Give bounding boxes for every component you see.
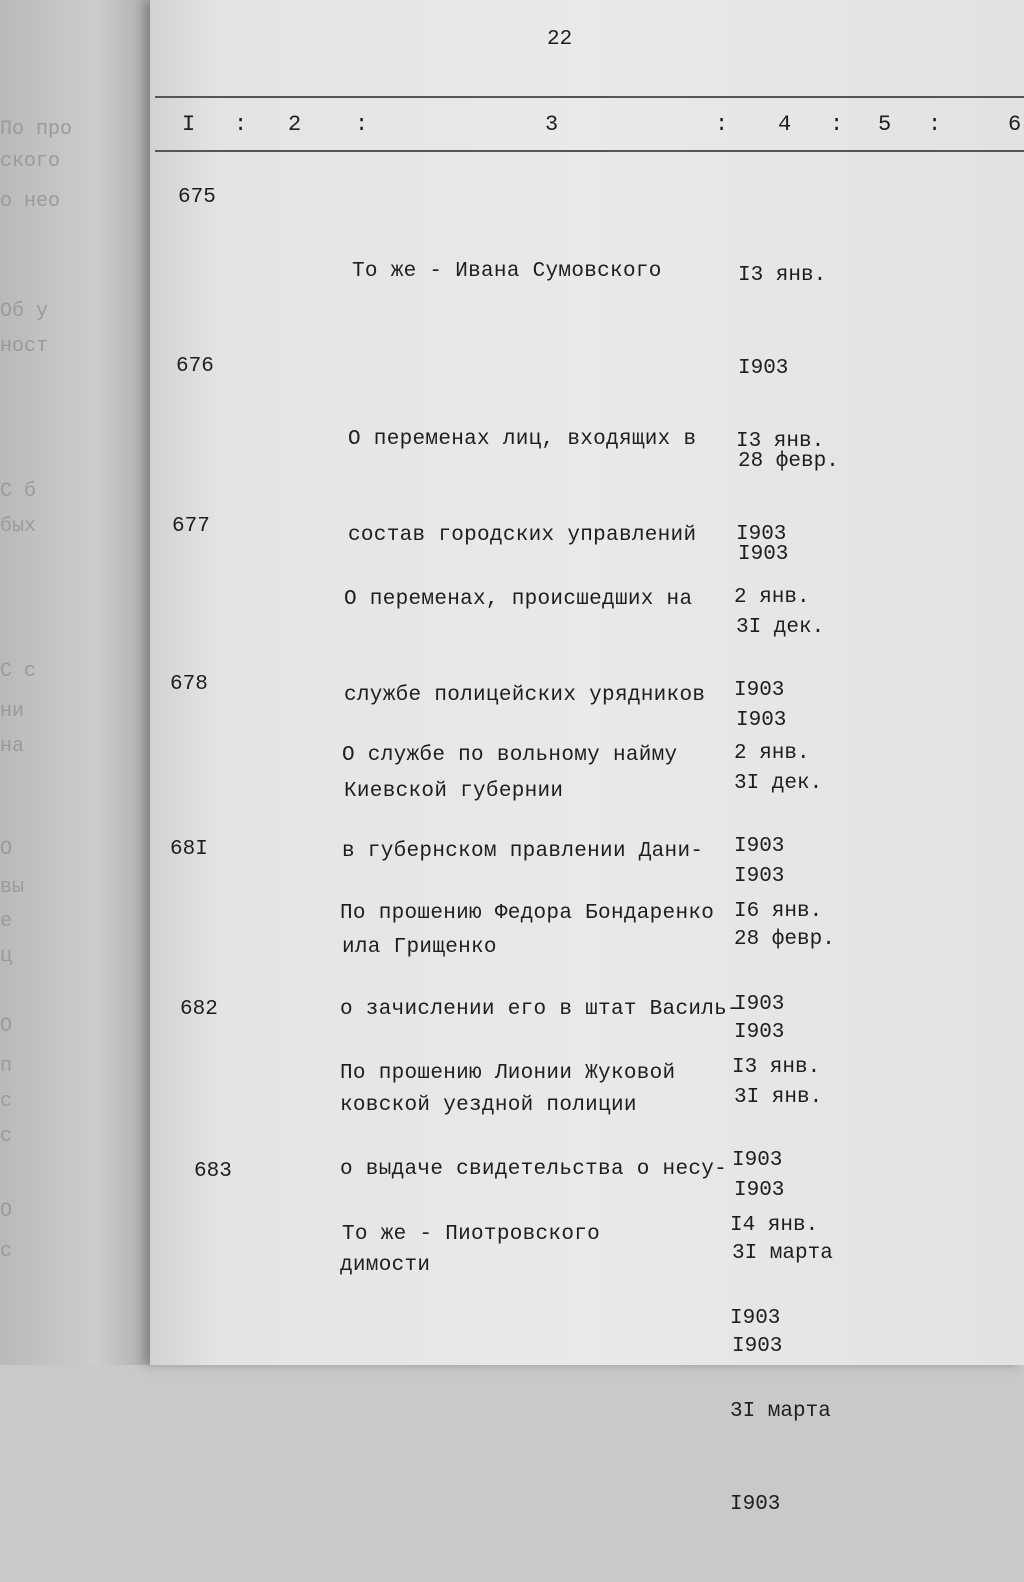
entry-title-line: в губернском правлении Дани- <box>342 840 704 863</box>
entry-date-end: 3I янв. <box>734 1086 823 1109</box>
entry-title-line: о выдаче свидетельства о несу- <box>340 1158 728 1181</box>
entry-title-line: димости <box>340 1254 431 1277</box>
entry-date-end: 3I марта <box>732 1242 833 1265</box>
left-page-fragment: С с <box>0 660 37 683</box>
header-separator: : <box>355 112 369 137</box>
entry-title-line: о зачислении его в штат Василь- <box>340 998 740 1021</box>
left-page-fragment: на <box>0 735 25 758</box>
entry-title-line: По прошению Лионии Жуковой <box>340 1062 676 1085</box>
entry-date-end-year: I903 <box>738 543 789 566</box>
left-page-fragment: О <box>0 1015 13 1038</box>
entry-date-start: I6 янв. <box>734 900 823 923</box>
entry-title-line: Киевской губернии <box>344 780 564 803</box>
entry-date-end: 28 февр. <box>738 450 839 473</box>
entry-date-end: 3I марта <box>730 1400 831 1423</box>
header-separator: : <box>234 112 248 137</box>
entry-date-start-year: I903 <box>738 357 789 380</box>
left-page-fragment: ского <box>0 150 61 173</box>
entry-number: 675 <box>178 186 216 209</box>
left-page-fragment: Об у <box>0 300 49 323</box>
entry-title <box>342 1155 600 1315</box>
left-page-fragment: О <box>0 838 13 861</box>
left-page-fragment: о нео <box>0 190 61 213</box>
entry-title-line: службе полицейских урядников <box>344 684 706 707</box>
entry-date-start-year: I903 <box>736 523 787 546</box>
entry-number: 677 <box>172 515 210 538</box>
left-page-fragment: вы <box>0 876 25 899</box>
entry-date-start-year: I903 <box>732 1149 783 1172</box>
left-page-fragment: ц <box>0 945 13 968</box>
header-col-6: 6 <box>1008 112 1022 137</box>
left-page-fragment: ни <box>0 700 25 723</box>
entry-date-end: 3I дек. <box>734 772 823 795</box>
entry-title-line: ковской уездной полиции <box>340 1094 637 1117</box>
entry-date-start: I3 янв. <box>738 264 827 287</box>
entry-date-start: 2 янв. <box>734 742 810 765</box>
left-page-fragment: с <box>0 1125 13 1148</box>
entry-title-line: То же - Пиотровского <box>342 1223 601 1246</box>
header-separator: : <box>715 112 729 137</box>
entry-number: 683 <box>194 1160 232 1183</box>
entry-number: 676 <box>176 355 214 378</box>
entry-date-end-year: I903 <box>736 709 787 732</box>
left-facing-page <box>0 0 160 1365</box>
entry-date-start: I3 янв. <box>736 430 825 453</box>
left-page-fragment: бых <box>0 515 37 538</box>
entry-title-line: О переменах, происшедших на <box>344 588 693 611</box>
page-number: 22 <box>547 28 573 51</box>
entry-title-line: состав городских управлений <box>348 524 697 547</box>
header-col-2: 2 <box>288 112 302 137</box>
entry-date-start-year: I903 <box>734 993 785 1016</box>
entry-date-start: I3 янв. <box>732 1056 821 1079</box>
left-page-fragment: п <box>0 1055 13 1078</box>
entry-date-start-year: I903 <box>734 835 785 858</box>
entry-date-start-year: I903 <box>734 679 785 702</box>
header-separator: : <box>928 112 942 137</box>
entry-dates <box>730 1148 831 1582</box>
entry-date-end-year: I903 <box>732 1335 783 1358</box>
left-page-fragment: с <box>0 1090 13 1113</box>
left-page-fragment: О <box>0 1200 13 1223</box>
entry-date-start-year: I903 <box>730 1307 781 1330</box>
document-page <box>150 0 1024 1516</box>
entry-title-line: ила Грищенко <box>342 936 497 959</box>
entry-number: 678 <box>170 673 208 696</box>
left-page-fragment: е <box>0 910 13 933</box>
header-col-1: I <box>182 112 196 137</box>
entry-number: 682 <box>180 998 218 1021</box>
left-page-fragment: с <box>0 1240 13 1263</box>
entry-title-line: О службе по вольному найму <box>342 744 678 767</box>
entry-date-end: 28 февр. <box>734 928 835 951</box>
entry-number: 68I <box>170 838 208 861</box>
entry-date-end-year: I903 <box>734 865 785 888</box>
header-col-4: 4 <box>778 112 792 137</box>
header-separator: : <box>830 112 844 137</box>
entry-date-end: 3I дек. <box>736 616 825 639</box>
left-page-fragment: По про <box>0 118 73 141</box>
entry-title-line: То же - Ивана Сумовского <box>352 260 662 283</box>
left-page-fragment: ност <box>0 335 49 358</box>
entry-date-start: I4 янв. <box>730 1214 819 1237</box>
entry-date-end-year: I903 <box>730 1493 781 1516</box>
entry-title <box>352 192 662 352</box>
entry-date-start: 2 янв. <box>734 586 810 609</box>
entry-date-end-year: I903 <box>734 1021 785 1044</box>
header-col-3: 3 <box>545 112 559 137</box>
header-top-rule <box>155 96 1024 98</box>
left-page-fragment: С б <box>0 480 37 503</box>
header-bottom-rule <box>155 150 1024 152</box>
entry-date-end-year: I903 <box>734 1179 785 1202</box>
entry-title-line: О переменах лиц, входящих в <box>348 428 697 451</box>
header-col-5: 5 <box>878 112 892 137</box>
entry-title-line: По прошению Федора Бондаренко <box>340 902 715 925</box>
